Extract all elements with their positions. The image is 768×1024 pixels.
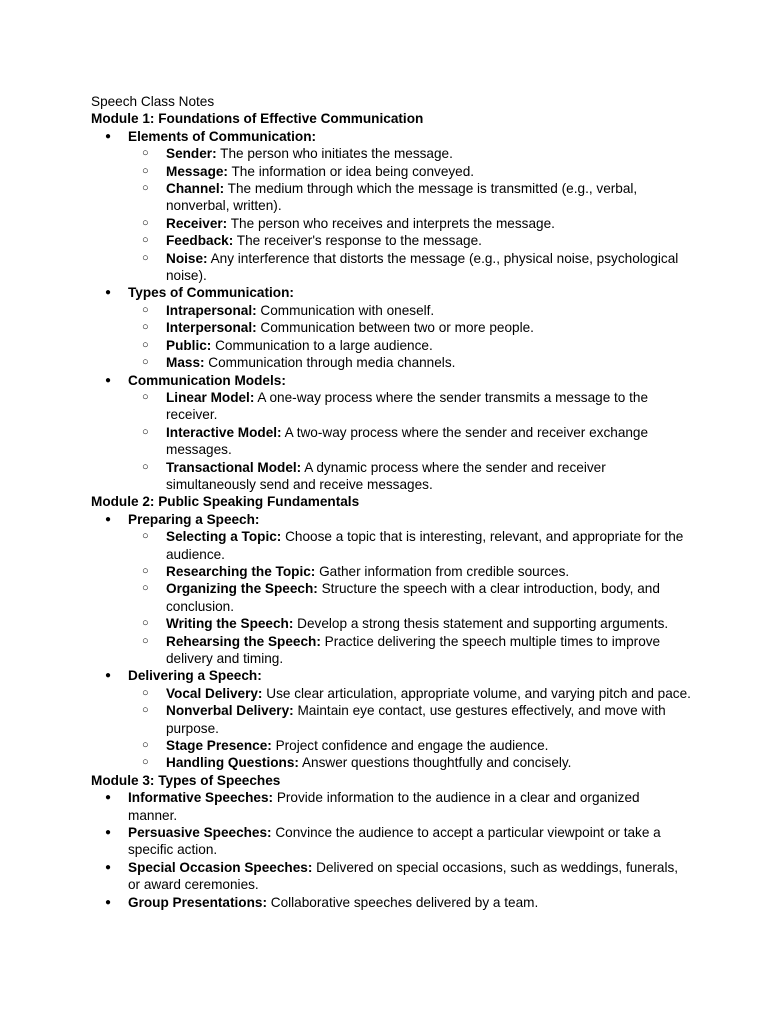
definition: Gather information from credible sources. (315, 563, 570, 579)
list-item (128, 319, 691, 336)
module-title: Module 3: Types of Speeches (91, 772, 281, 788)
definition: A one-way process where the sender transmits a message to the receiver. (166, 389, 649, 423)
list-item (128, 737, 691, 754)
term: Transactional Model: (166, 459, 302, 475)
term: Linear Model: (166, 389, 255, 405)
definition: The person who initiates the message. (216, 146, 453, 162)
definition: A dynamic process where the sender and receiver simultaneously send and receive messages. (166, 459, 606, 492)
definition: Provide information to the audience in a clear and organized manner. (128, 790, 640, 823)
term: Receiver: (166, 215, 228, 231)
subtopic-list (128, 302, 691, 372)
list-item (91, 859, 691, 894)
topic-list (91, 789, 691, 911)
topic-heading: ● Elements of Communication: (128, 128, 691, 145)
term: Nonverbal Delivery: (166, 703, 294, 719)
list-item (128, 180, 691, 215)
subtopic-list (128, 685, 691, 772)
definition: Choose a topic that is interesting, relevant, and appropriate for the audience. (166, 529, 684, 562)
topic-list (91, 128, 691, 494)
definition: The medium through which the message is transmitted (e.g., verbal, nonverbal, written). (166, 181, 638, 214)
term: Writing the Speech: (166, 616, 294, 632)
topic-heading: ● Types of Communication: (128, 284, 691, 301)
topic-heading: ● Preparing a Speech: (128, 511, 691, 528)
term: Group Presentations: (128, 894, 267, 910)
list-item (128, 232, 691, 249)
definition: Practice delivering the speech multiple times to improve delivery and timing. (166, 633, 661, 666)
definition: Delivered on special occasions, such as weddings, funerals, or award ceremonies. (128, 859, 679, 893)
subtopic-list (128, 145, 691, 284)
term: Informative Speeches: (128, 790, 274, 806)
definition: Use clear articulation, appropriate volume, and varying pitch and pace. (262, 685, 691, 701)
term: Organizing the Speech: (166, 581, 318, 597)
definition: Answer questions thoughtfully and concisely. (298, 755, 572, 771)
document-title: Speech Class Notes (91, 94, 215, 109)
list-item (128, 754, 691, 771)
term: Stage Presence: (166, 738, 272, 754)
term: Vocal Delivery: (166, 685, 263, 701)
term: Message: (166, 163, 228, 179)
definition: Maintain eye contact, use gestures effectively, and move with purpose. (166, 703, 666, 736)
subtopic-list (128, 528, 691, 667)
term: Special Occasion Speeches: (128, 859, 313, 875)
term: Interpersonal: (166, 320, 257, 336)
list-item (91, 789, 691, 824)
list-item (128, 163, 691, 180)
list-item (128, 302, 691, 319)
list-item (128, 685, 691, 702)
definition: Project confidence and engage the audience. (271, 738, 549, 754)
definition: Any interference that distorts the message (e.g., physical noise, psychological noise). (166, 250, 679, 284)
list-item (128, 215, 691, 232)
term: Intrapersonal: (166, 302, 257, 318)
definition: The information or idea being conveyed. (227, 163, 475, 179)
list-item (128, 633, 691, 668)
topic-elements-of-communication (91, 128, 691, 285)
term: Channel: (166, 181, 225, 197)
list-item (128, 459, 691, 494)
module-title: Module 1: Foundations of Effective Communication (91, 111, 424, 127)
list-item (128, 250, 691, 285)
term: Interactive Model: (166, 424, 282, 440)
definition: Communication through media channels. (204, 355, 456, 371)
topic-communication-models (91, 372, 691, 494)
list-item (128, 615, 691, 632)
list-item (128, 702, 691, 737)
module-1 (91, 110, 691, 493)
document-page (91, 93, 691, 911)
term: Sender: (166, 146, 217, 162)
subtopic-list (128, 389, 691, 493)
topic-heading: ● Delivering a Speech: (128, 667, 691, 684)
definition: Communication to a large audience. (211, 337, 433, 353)
definition: Communication with oneself. (256, 302, 435, 318)
list-item (128, 424, 691, 459)
list-item (128, 580, 691, 615)
term: Noise: (166, 250, 208, 266)
definition: The person who receives and interprets the message. (227, 215, 555, 231)
list-item (91, 894, 691, 911)
term: Feedback: (166, 233, 234, 249)
list-item (128, 354, 691, 371)
topic-delivering-a-speech (91, 667, 691, 771)
definition: Collaborative speeches delivered by a team. (266, 894, 539, 910)
term: Mass: (166, 355, 205, 371)
module-title: Module 2: Public Speaking Fundamentals (91, 494, 360, 510)
module-2 (91, 493, 691, 772)
definition: Develop a strong thesis statement and supporting arguments. (293, 616, 669, 632)
topic-preparing-a-speech (91, 511, 691, 668)
module-3 (91, 772, 691, 911)
list-item (128, 145, 691, 162)
definition: Communication between two or more people. (256, 320, 534, 336)
definition: A two-way process where the sender and receiver exchange messages. (166, 424, 649, 458)
term: Public: (166, 337, 212, 353)
list-item (128, 337, 691, 354)
term: Rehearsing the Speech: (166, 633, 321, 649)
list-item (128, 528, 691, 563)
definition: The receiver's response to the message. (233, 233, 482, 249)
term: Selecting a Topic: (166, 529, 282, 545)
topic-types-of-communication (91, 284, 691, 371)
definition: Structure the speech with a clear introduction, body, and conclusion. (166, 581, 660, 614)
list-item (128, 389, 691, 424)
term: Persuasive Speeches: (128, 825, 272, 841)
topic-list (91, 511, 691, 772)
list-item (128, 563, 691, 580)
term: Handling Questions: (166, 755, 299, 771)
term: Researching the Topic: (166, 563, 316, 579)
definition: Convince the audience to accept a particular viewpoint or take a specific action. (128, 825, 661, 858)
topic-heading: ● Communication Models: (128, 372, 691, 389)
list-item (91, 824, 691, 859)
